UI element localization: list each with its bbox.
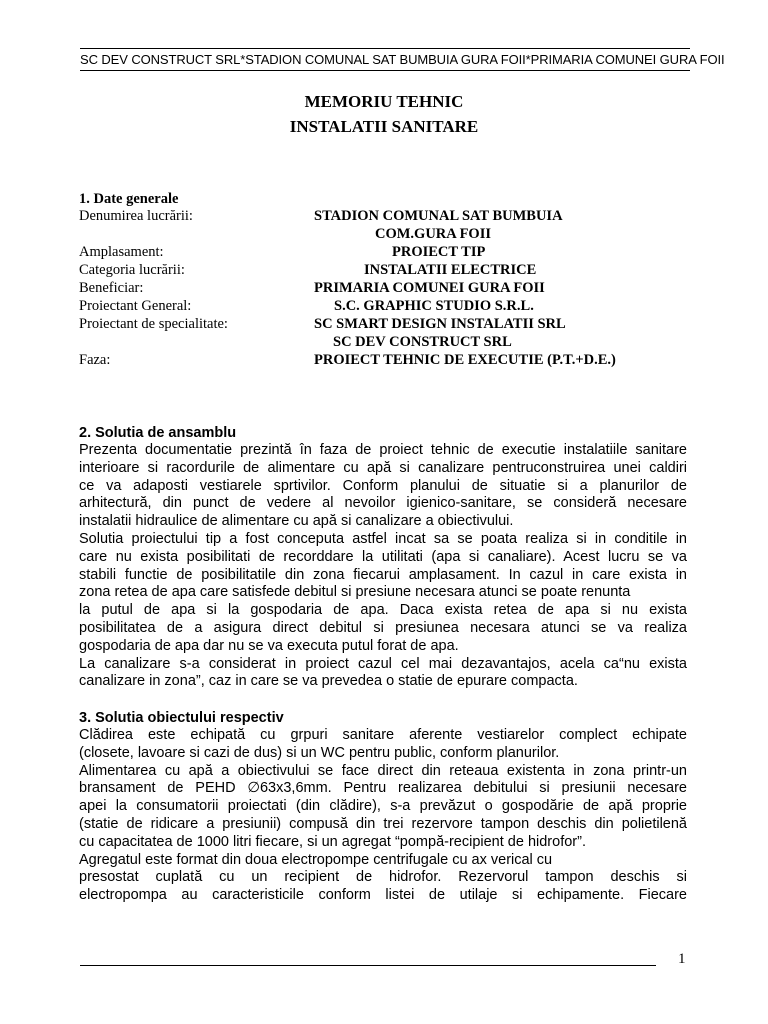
info-value: PRIMARIA COMUNEI GURA FOII — [314, 280, 545, 296]
text-line: cu capacitatea de 1000 litri fiecare, si un agregat “pompă-recipient de hidrofor”. — [79, 833, 586, 850]
text-line: Alimentarea cu apă a obiectivului se face direct din reteaua existenta in zona printr-un — [79, 762, 687, 779]
header-rule-bottom — [80, 70, 690, 71]
header-rule-top — [80, 48, 690, 49]
text-line: instalatii hidraulice de alimentare cu apă si canalizare a obiectivului. — [79, 513, 514, 530]
info-value: PROIECT TIP — [392, 244, 486, 260]
info-value: SC DEV CONSTRUCT SRL — [333, 334, 512, 350]
text-line: La canalizare s-a considerat in proiect cazul cel mai dezavantajos, acela ca“nu exista — [79, 655, 687, 672]
info-value: S.C. GRAPHIC STUDIO S.R.L. — [334, 298, 534, 314]
running-header: SC DEV CONSTRUCT SRL*STADION COMUNAL SAT BUMBUIA GURA FOII*PRIMARIA COMUNEI GURA FOII — [80, 52, 725, 67]
text-line: bransament de PEHD ∅63x3,6mm. Pentru realizarea debitului si presiunii necesare — [79, 780, 687, 797]
section-2-heading: 2. Solutia de ansamblu — [79, 425, 237, 441]
info-value: INSTALATII ELECTRICE — [364, 262, 537, 278]
document-subtitle: INSTALATII SANITARE — [289, 117, 479, 136]
info-label: Proiectant de specialitate: — [79, 316, 228, 332]
info-value: COM.GURA FOII — [375, 226, 491, 242]
text-line: Clădirea este echipată cu grpuri sanitare aferente vestiarelor complect echipate — [79, 727, 687, 743]
info-label: Categoria lucrării: — [79, 262, 185, 278]
text-line: posibilitatea de a asigura direct debitul si presiunea necesara atunci se va realiza — [79, 619, 687, 636]
section-3-heading: 3. Solutia obiectului respectiv — [79, 710, 284, 726]
info-value: PROIECT TEHNIC DE EXECUTIE (P.T.+D.E.) — [314, 352, 616, 368]
text-line: apei la consumatorii proiectati (din clădire), s-a prevăzut o gospodărie de apă proprie — [79, 798, 687, 815]
page-number: 1 — [678, 951, 686, 967]
info-label: Denumirea lucrării: — [79, 208, 193, 224]
text-line: (closete, lavoare si cazi de dus) si un WC pentru public, conform planurilor. — [79, 744, 560, 761]
section-1-heading: 1. Date generale — [79, 191, 179, 207]
text-line: zona retea de apa care satisfede debitul si presiune necesara atunci se poate renunta — [79, 584, 631, 601]
info-value: STADION COMUNAL SAT BUMBUIA — [314, 208, 563, 224]
info-label: Proiectant General: — [79, 298, 192, 314]
text-line: ce va adaposti vestiarele sprtivilor. Conform planului de situatie si a planurilor de — [79, 477, 687, 494]
info-label: Amplasament: — [79, 244, 164, 260]
info-label: Faza: — [79, 352, 111, 368]
text-line: presostat cuplată cu un recipient de hidrofor. Rezervorul tampon deschis si — [79, 869, 687, 886]
text-line: gospodaria de apa dar nu se va executa putul forat de apa. — [79, 637, 459, 654]
document-title: MEMORIU TEHNIC — [304, 92, 464, 111]
text-line: (statie de ridicare a presiunii) compusă din trei rezervore tampon deschis din polietilenă — [79, 815, 687, 832]
info-value: SC SMART DESIGN INSTALATII SRL — [314, 316, 566, 332]
text-line: la putul de apa si la gospodaria de apa. Daca exista retea de apa si nu exista — [79, 602, 687, 619]
footer-rule — [80, 965, 656, 966]
text-line: Prezenta documentatie prezintă în faza de proiect tehnic de executie instalatiile sanitare — [79, 442, 687, 458]
text-line: Solutia proiectului tip a fost conceputa astfel incat sa se poata realiza si in conditile in — [79, 530, 687, 547]
text-line: electropompa au caracteristicile conform listei de utilaje si echipamente. Fiecare — [79, 887, 687, 904]
text-line: canalizare in zona”, caz in care se va prevedea o statie de epurare compacta. — [79, 673, 578, 690]
text-line: interioare si racordurile de alimentare cu apă si canalizare pentruconstruirea unei caldiri — [79, 459, 687, 476]
text-line: arhitectură, din punct de vedere al nevoilor igienico-sanitare, se consideră necesare — [79, 495, 687, 512]
info-label: Beneficiar: — [79, 280, 144, 296]
section-2-body — [79, 442, 687, 691]
text-line: Agregatul este format din doua electropompe centrifugale cu ax verical cu — [79, 851, 553, 868]
text-line: stabili functie de posibilitatile din zona fiecarui amplasament. In cazul in care exista in — [79, 566, 687, 583]
section-3-body — [79, 727, 687, 905]
text-line: care nu exista posibilitati de recorddare la utilitati (apa si canaliare). Acest lucru se va — [79, 548, 687, 565]
